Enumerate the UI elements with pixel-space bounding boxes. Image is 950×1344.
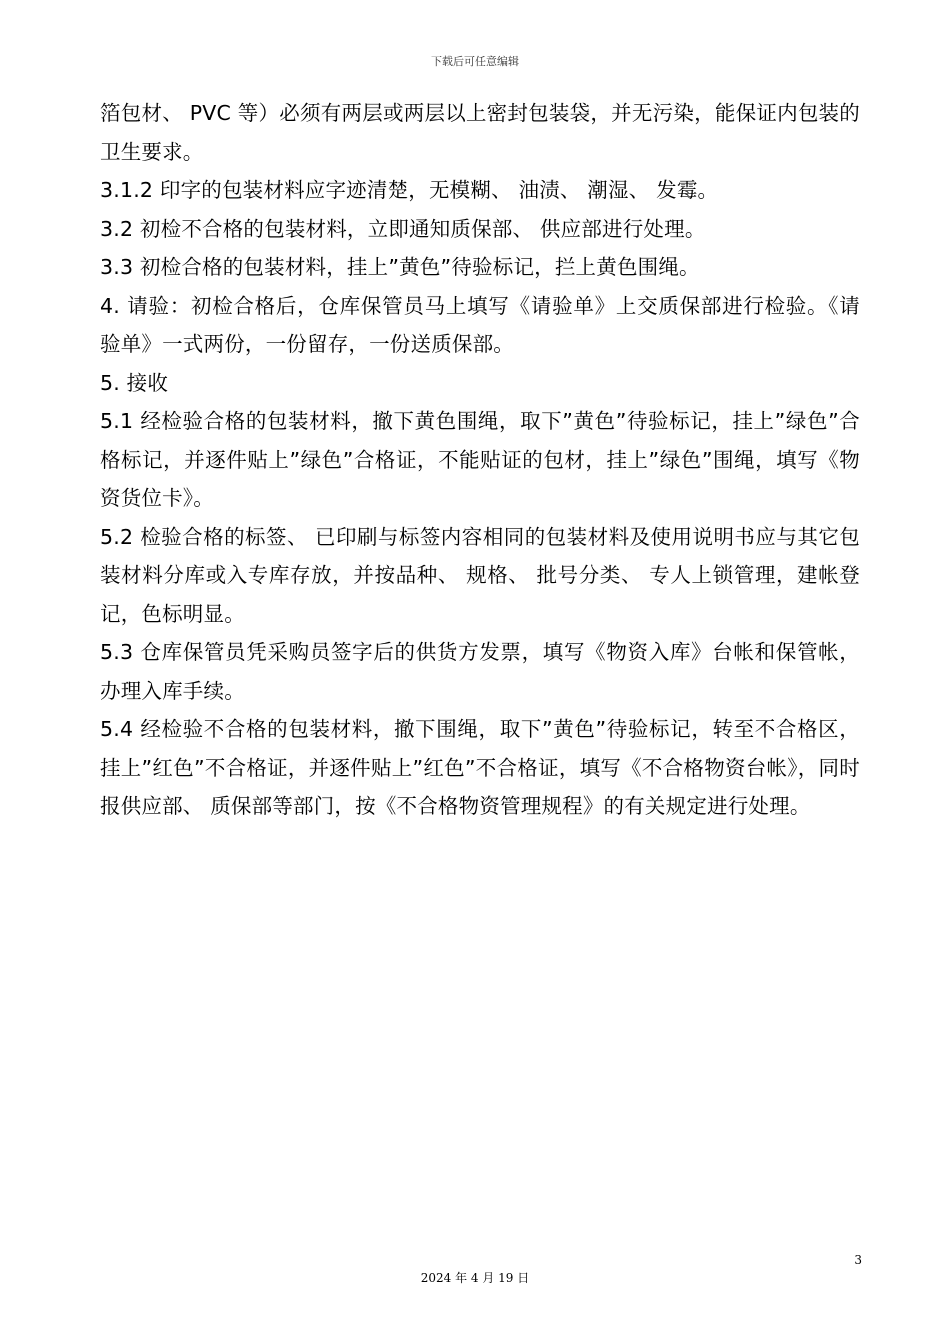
paragraph: 3.3 初检合格的包装材料，挂上”黄色”待验标记，拦上黄色围绳。: [100, 255, 700, 279]
paragraph: 4. 请验：初检合格后，仓库保管员马上填写《请验单》上交质保部进行检验。《请验单》一式两份，一份留存，一份送质保部。: [100, 293, 860, 356]
header-note: 下载后可任意编辑: [431, 55, 519, 68]
paragraph: 5.4 经检验不合格的包装材料，撤下围绳，取下”黄色”待验标记，转至不合格区，挂上”红色”不合格证，并逐件贴上”红色”不合格证，填写《不合格物资台帐》，同时报供应部、 质保部等部门，按《不合格物资管理规程》的有关规定进行处理。: [100, 717, 860, 818]
paragraph: 5. 接收: [100, 370, 169, 395]
paragraph: 3.2 初检不合格的包装材料，立即通知质保部、 供应部进行处理。: [100, 216, 706, 241]
paragraph: 5.2 检验合格的标签、 已印刷与标签内容相同的包装材料及使用说明书应与其它包装材料分库或入专库存放，并按品种、 规格、 批号分类、 专人上锁管理，建帐登记，色标明显。: [100, 524, 860, 626]
paragraph: 3.1.2 印字的包装材料应字迹清楚，无模糊、 油渍、 潮湿、 发霉。: [100, 178, 719, 202]
paragraph: 5.1 经检验合格的包装材料，撤下黄色围绳，取下”黄色”待验标记，挂上”绿色”合格标记，并逐件贴上”绿色”合格证，不能贴证的包材，挂上”绿色”围绳，填写《物资货位卡》。: [100, 409, 860, 510]
footer-date: 2024 年 4 月 19 日: [420, 1271, 530, 1285]
paragraph: 箔包材、 PVC 等）必须有两层或两层以上密封包装袋，并无污染，能保证内包装的卫生要求。: [100, 101, 860, 164]
document-body: [100, 94, 860, 826]
page-number: 3: [854, 1253, 862, 1267]
paragraph: 5.3 仓库保管员凭采购员签字后的供货方发票，填写《物资入库》台帐和保管帐，办理入库手续。: [100, 640, 860, 703]
